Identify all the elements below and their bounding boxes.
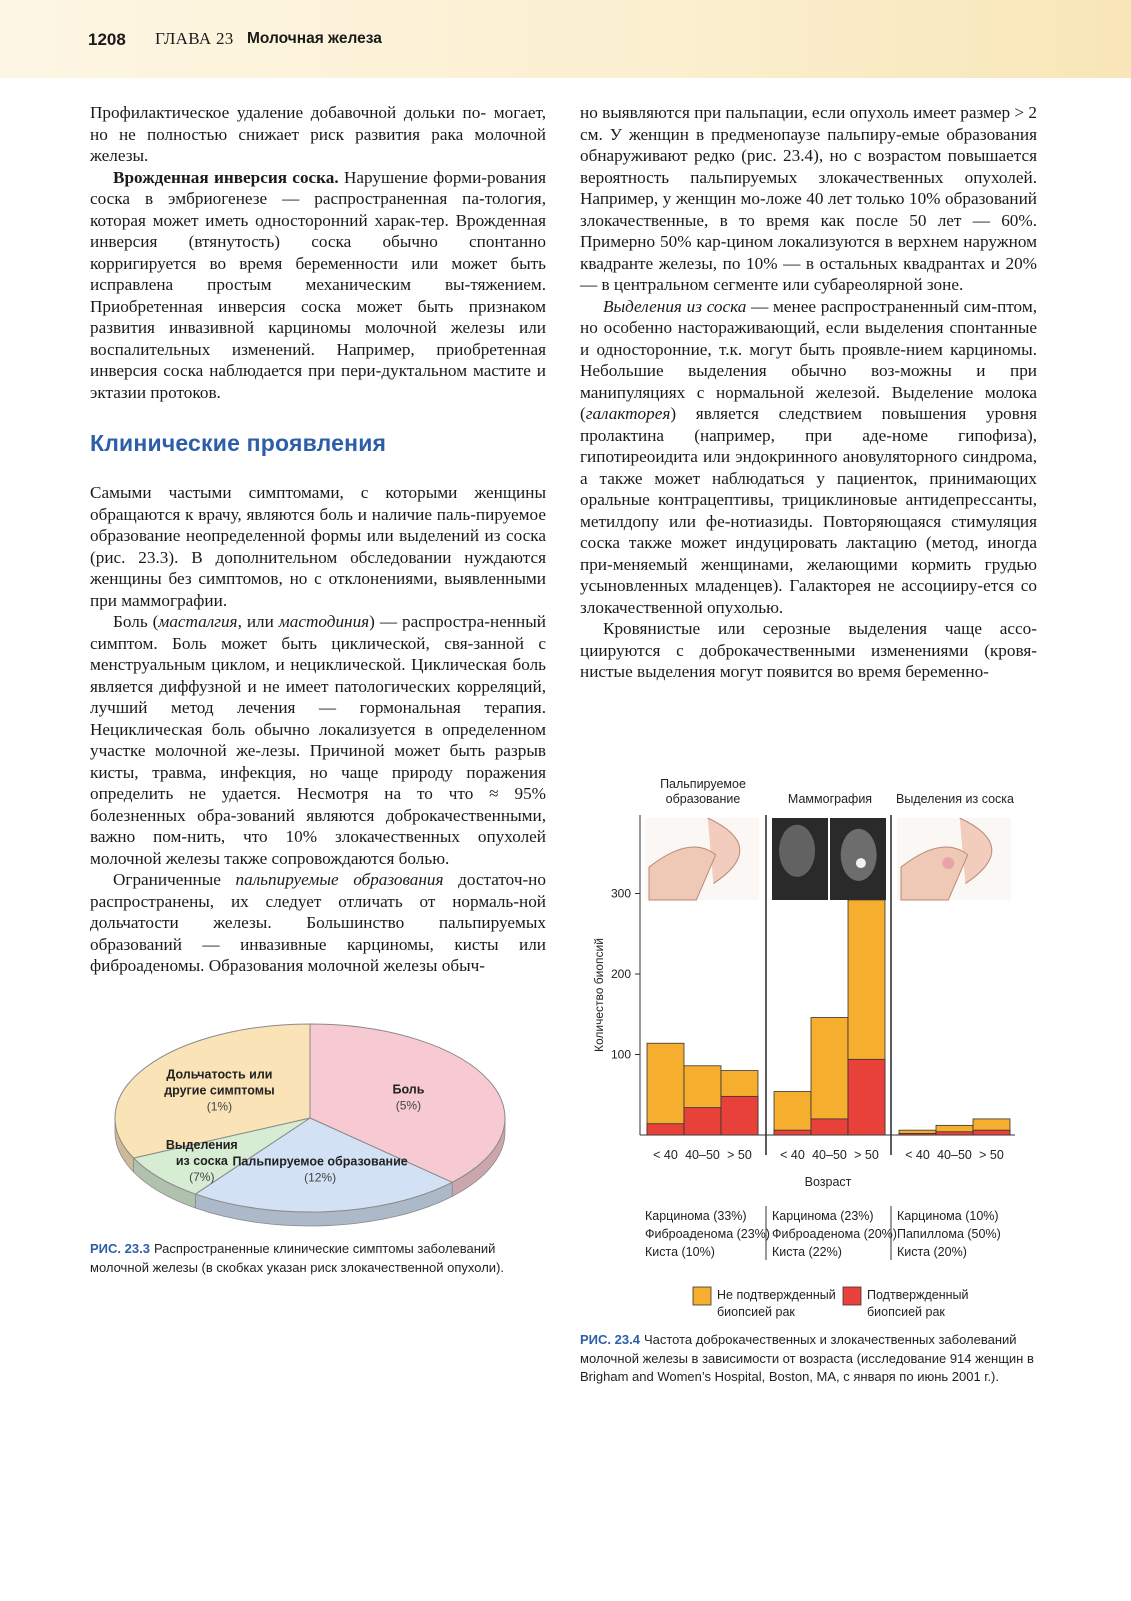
- pie-chart: [110, 1020, 510, 1230]
- panel-stat: Киста (22%): [772, 1245, 842, 1259]
- x-tick-label: 40–50: [685, 1148, 720, 1162]
- legend-label: биопсией рак: [867, 1305, 945, 1319]
- panel-stat: Карцинома (33%): [645, 1209, 747, 1223]
- pie-label: Выделения: [165, 1138, 238, 1153]
- pie-label: Боль: [392, 1082, 425, 1097]
- bar-confirmed: [647, 1124, 684, 1135]
- paragraph-nipple-inversion: Врожденная инверсия соска. Нарушение форми-рования соска в эмбриогенезе — распространенная па-тология, которая может иметь односторонний харак-тер. Врожденная инверсия (втянутость) соска обычно спонтанно корригируется во время беременности или может быть исправлена простым механическим вы-тяжением. Приобретенная инверсия соска может быть признаком развития инвазивной карциномы молочной железы или воспалительных изменений. Например, приобретенная инверсия соска наблюдается при пери-дуктальном мастите и эктазии протоков.: [90, 167, 546, 402]
- figure-caption-23-3: РИС. 23.3 Распространенные клинические симптомы заболеваний молочной железы (в скобках указан риск злокачественной опухоли).: [90, 1241, 505, 1275]
- paragraph-pain: Боль (масталгия, или мастодиния) — распростра-ненный симптом. Боль может быть циклической, свя-занной с менструальным циклом, и нециклической. Циклическая боль является диффузной и не имеет патологических корреляций, лучший метод лечения — гормональная терапия. Нециклическая боль обычно локализуется в определенном участке молочной же-лезы. Причиной может быть разрыв кисты, травма, инфекция, но чаще природу поражения определить не удается. Несмотря на то что ≈ 95% болезненных обра-зований являются доброкачественными, важно пом-нить, что 10% злокачественных опухолей молочной железы также сопровождаются болью.: [90, 612, 546, 868]
- y-tick-label: 100: [610, 1047, 631, 1062]
- figure-caption-23-4: РИС. 23.4 Частота доброкачественных и злокачественных заболеваний молочной железы в зависимости от возраста (исследование 914 женщин в Brigham and Women’s Hospital, Boston, MA, с января по июнь 2001 г.).: [580, 1332, 1034, 1384]
- bar-confirmed: [721, 1096, 758, 1135]
- pie-label: Пальпируемое образование: [232, 1154, 408, 1169]
- pie-label: Дольчатость или: [166, 1067, 273, 1082]
- paragraph: Кровянистые или серозные выделения чаще ассо-циируются с доброкачественными изменениями (кровя-нистые выделения могут появится во время беременно-: [580, 619, 1037, 681]
- pie-risk-label: (1%): [206, 1099, 233, 1114]
- left-column-body: [90, 482, 546, 977]
- left-column-top: [90, 102, 546, 403]
- bar-chart: [585, 770, 1035, 1330]
- panel-title: Выделения из соска: [896, 792, 1014, 806]
- bar-confirmed: [899, 1133, 936, 1135]
- legend-label: биопсией рак: [717, 1305, 795, 1319]
- panel-stat: Киста (10%): [645, 1245, 715, 1259]
- legend-label: Не подтвержденный: [717, 1288, 836, 1302]
- bar-unconfirmed: [811, 1017, 848, 1135]
- pie-risk-label: (12%): [304, 1170, 337, 1185]
- x-tick-label: > 50: [727, 1148, 752, 1162]
- panel-stat: Папиллома (50%): [897, 1227, 1001, 1241]
- panel-stat: Карцинома (10%): [897, 1209, 999, 1223]
- legend-swatch: [843, 1287, 861, 1305]
- paragraph-palpable: Ограниченные пальпируемые образования достаточ-но распространены, их следует отличать от нормаль-ной дольчатости железы. Большинство пальпируемых образований — инвазивные карциномы, кисты или фиброаденомы. Образования молочной железы обыч-: [90, 870, 546, 975]
- paragraph-discharge: Выделения из соска — менее распространенный сим-птом, но особенно настораживающий, если выделения спонтанные и односторонние, т.к. могут быть проявле-нием карциномы. Небольшие выделения обычно воз-можны и при манипуляциях с нормальной железой. Выделение молока (галакторея) является следствием повышения уровня пролактина (например, при аде-номе гипофиза), гипотиреоидита или эндокринного ановуляторного синдрома, а также может наблюдаться у пациенток, принимающих оральные контрацептивы, трициклиновые антидепрессанты, метилдопу или фе-нотиазиды. Повторяющаяся стимуляция соска также может индуцировать лактацию (метод, иногда при-меняемый женщинами, желающими кормить грудью усыновленных младенцев). Галакторея не ассоцииру-ется со злокачественной опухолью.: [580, 296, 1037, 617]
- pie-risk-label: (5%): [395, 1098, 422, 1113]
- bar-confirmed: [774, 1130, 811, 1135]
- x-tick-label: 40–50: [812, 1148, 847, 1162]
- page-header: [0, 0, 1131, 78]
- x-axis-label: Возраст: [804, 1175, 852, 1189]
- bar-unconfirmed: [774, 1092, 811, 1135]
- bar-unconfirmed: [647, 1043, 684, 1135]
- panel-title: образование: [665, 792, 741, 806]
- paragraph: Самыми частыми симптомами, с которыми женщины обращаются к врачу, являются боль и наличие паль-пируемое образование неопределенной формы или выделений из соска (рис. 23.3). В дополнительном обследовании нуждаются женщины без симптомов, но с отклонениями, выявленными при маммографии.: [90, 483, 546, 610]
- x-tick-label: > 50: [979, 1148, 1004, 1162]
- legend-label: Подтвержденный: [867, 1288, 969, 1302]
- bar-confirmed: [973, 1130, 1010, 1135]
- panel-stat: Карцинома (23%): [772, 1209, 874, 1223]
- bar-confirmed: [936, 1132, 973, 1135]
- bar-confirmed: [811, 1119, 848, 1135]
- legend-swatch: [693, 1287, 711, 1305]
- paragraph: Профилактическое удаление добавочной дольки по- могает, но не полностью снижает риск развития рака молочной железы.: [90, 103, 547, 165]
- x-tick-label: 40–50: [937, 1148, 972, 1162]
- panel-stat: Киста (20%): [897, 1245, 967, 1259]
- panel-stat: Фиброаденома (23%): [645, 1227, 770, 1241]
- y-axis-label: Количество биопсий: [592, 938, 606, 1052]
- y-tick-label: 200: [610, 967, 631, 981]
- section-heading: Клинические проявления: [90, 430, 387, 456]
- panel-title: Пальпируемое: [660, 777, 746, 791]
- bar-confirmed: [848, 1059, 885, 1135]
- x-tick-label: < 40: [780, 1148, 805, 1162]
- x-tick-label: > 50: [854, 1148, 879, 1162]
- right-column-body: [580, 102, 1037, 683]
- pie-label: из соска: [175, 1154, 228, 1169]
- page-number: 1208: [88, 30, 126, 49]
- panel-stat: Фиброаденома (20%): [772, 1227, 897, 1241]
- x-tick-label: < 40: [653, 1148, 678, 1162]
- x-tick-label: < 40: [905, 1148, 930, 1162]
- chapter-label: ГЛАВА 23: [155, 29, 234, 48]
- bar-confirmed: [684, 1108, 721, 1135]
- pie-risk-label: (7%): [189, 1170, 215, 1185]
- chapter-title: Молочная железа: [247, 30, 382, 47]
- y-tick-label: 300: [610, 886, 631, 901]
- paragraph: но выявляются при пальпации, если опухоль имеет размер > 2 см. У женщин в предменопаузе пальпиру-емые образования обнаруживают редко (рис. 23.4), но с возрастом повышается вероятность пальпируемых злокачественных опухолей. Например, у женщин мо-ложе 40 лет только 10% образований злокачественные, в то время как после 50 лет — 60%. Примерно 50% кар-цином локализуются в верхнем наружном квадранте железы, по 10% — в остальных квадрантах и 20% — в центральном сегменте или субареолярной зоне.: [580, 103, 1037, 294]
- panel-title: Маммография: [787, 792, 873, 806]
- pie-label: другие симптомы: [164, 1083, 275, 1098]
